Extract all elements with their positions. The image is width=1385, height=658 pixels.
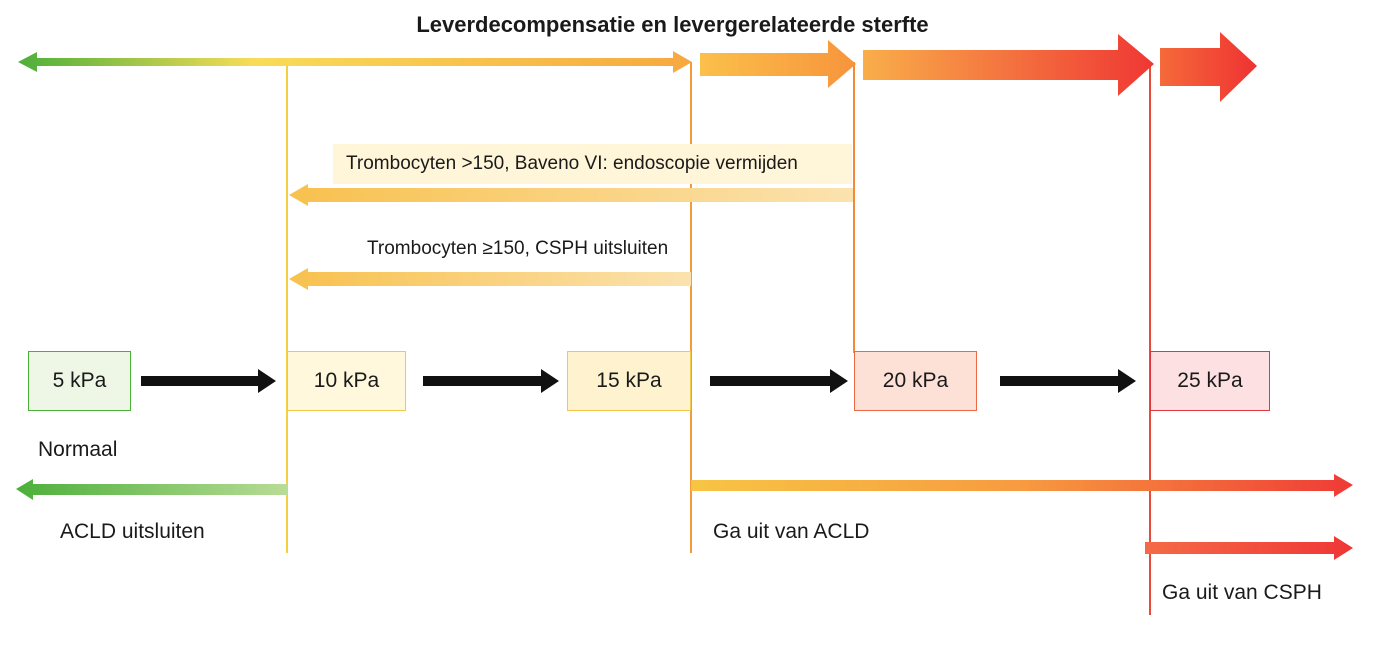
acld-exclude-arrow xyxy=(16,479,287,500)
box-10kpa-label: 10 kPa xyxy=(313,369,380,392)
box-20kpa xyxy=(854,351,977,411)
platelet-arrow-baveno xyxy=(289,184,853,206)
diagram-title: Leverdecompensatie en levergerelateerde sterfte xyxy=(416,12,929,37)
acld-assume-arrow xyxy=(691,474,1353,497)
box-10kpa xyxy=(287,351,406,411)
progress-arrow-3 xyxy=(710,369,848,393)
progress-arrow-2 xyxy=(423,369,559,393)
box-25kpa-label: 25 kPa xyxy=(1177,369,1243,392)
progress-arrow-1 xyxy=(141,369,276,393)
box-20kpa-label: 20 kPa xyxy=(882,369,949,392)
csph-exclude-label: Trombocyten ≥150, CSPH uitsluiten xyxy=(367,238,669,259)
platelet-arrow-csph xyxy=(289,268,691,290)
top-arrow-segment-3 xyxy=(863,34,1154,96)
box-5kpa xyxy=(28,351,131,411)
csph-assume-label: Ga uit van CSPH xyxy=(1162,581,1322,604)
progress-arrow-4 xyxy=(1000,369,1136,393)
top-arrow-segment-2 xyxy=(700,40,856,88)
box-5kpa-label: 5 kPa xyxy=(52,369,107,392)
box-15kpa-label: 15 kPa xyxy=(596,369,662,392)
box-25kpa xyxy=(1150,351,1270,411)
baveno-label: Trombocyten >150, Baveno VI: endoscopie vermijden xyxy=(346,153,798,174)
top-arrow-long xyxy=(18,51,692,73)
box-15kpa xyxy=(567,351,691,411)
acld-exclude-label: ACLD uitsluiten xyxy=(60,520,205,543)
normaal-label: Normaal xyxy=(38,438,118,461)
acld-assume-label: Ga uit van ACLD xyxy=(713,520,870,543)
top-arrow-segment-4 xyxy=(1160,32,1257,102)
csph-assume-arrow xyxy=(1145,536,1353,560)
